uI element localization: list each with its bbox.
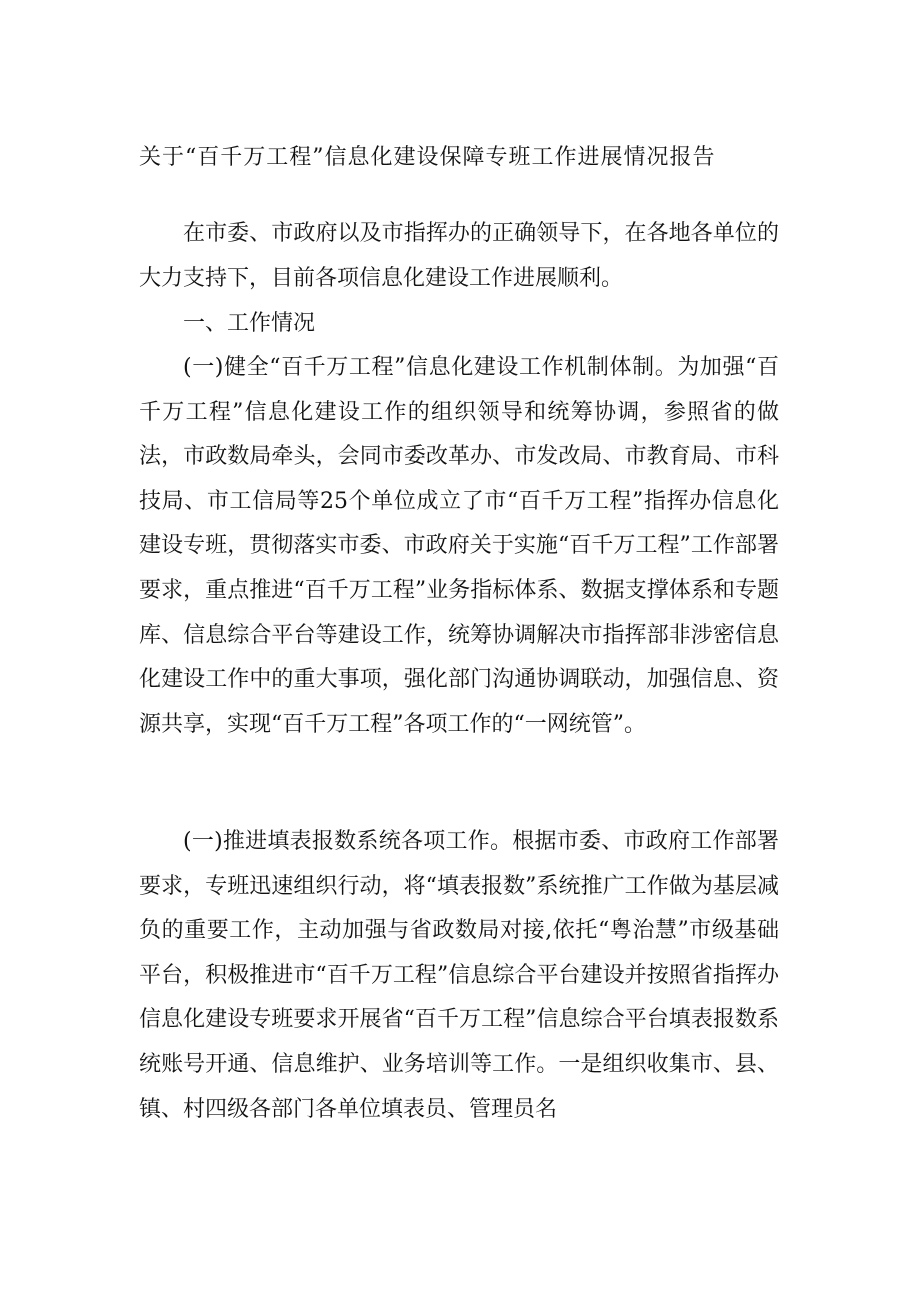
document-title: 关于“百千万工程”信息化建设保障专班工作进展情况报告 bbox=[139, 145, 716, 170]
paragraph-mechanism bbox=[139, 346, 779, 747]
paragraph-reporting-system-lead: (一)推进填表报数系统各项工作。 bbox=[183, 829, 513, 854]
paragraph-mechanism-lead: (一)健全“百千万工程”信息化建设工作机制体制。 bbox=[183, 355, 678, 380]
paragraph-reporting-system-body: 根据市委、市政府工作部署要求，专班迅速组织行动，将“填表报数”系统推广工作做为基层减负的重要工作，主动加强与省政数局对接,依托“粤治慧”市级基础平台，积极推进市“百千万工程”信息综合平台建设并按照省指挥办信息化建设专班要求开展省“百千万工程”信息综合平台填表报数系统账号开通、信息维护、业务培训等工作。一是组织收集市、县、镇、村四级各部门各单位填表员、管理员名 bbox=[139, 829, 779, 1122]
section-heading: 一、工作情况 bbox=[183, 311, 316, 336]
paragraph-mechanism-body: 为加强“百千万工程”信息化建设工作的组织领导和统筹协调，参照省的做法，市政数局牵头，会同市委改革办、市发改局、市教育局、市科技局、市工信局等25个单位成立了市“百千万工程”指挥办信息化建设专班，贯彻落实市委、市政府关于实施“百千万工程”工作部署要求，重点推进“百千万工程”业务指标体系、数据支撑体系和专题库、信息综合平台等建设工作，统筹协调解决市指挥部非涉密信息化建设工作中的重大事项，强化部门沟通协调联动，加强信息、资源共享，实现“百千万工程”各项工作的“一网统管”。 bbox=[139, 355, 779, 737]
intro-paragraph: 在市委、市政府以及市指挥办的正确领导下，在各地各单位的大力支持下，目前各项信息化建设工作进展顺利。 bbox=[139, 221, 779, 291]
paragraph-reporting-system bbox=[139, 820, 779, 1132]
